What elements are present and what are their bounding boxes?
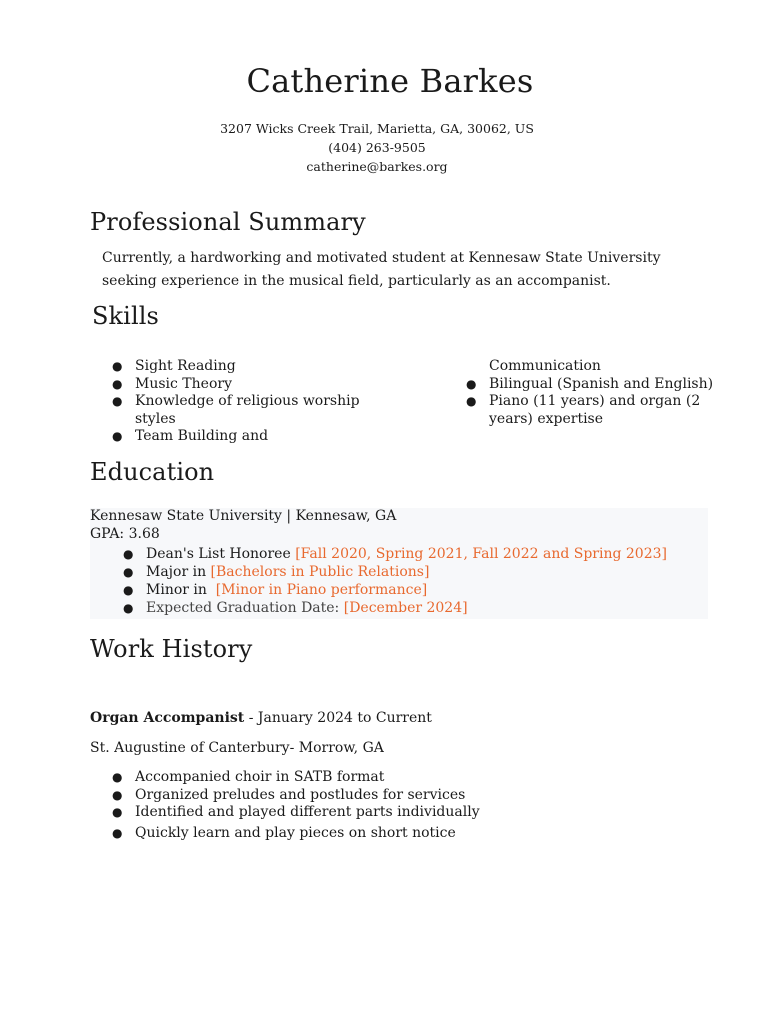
bullet-icon: ●: [123, 547, 134, 561]
list-item: [90, 825, 690, 843]
bullet-icon: ●: [112, 376, 123, 391]
job-dates: - January 2024 to Current: [244, 710, 432, 726]
duty-text: Quickly learn and play pieces on short notice: [135, 824, 456, 841]
bullet-icon: ●: [112, 359, 123, 373]
phone: (404) 263-9505: [328, 140, 426, 155]
education-heading: Education: [90, 458, 215, 486]
skills-heading: Skills: [92, 302, 159, 330]
edu-label: Minor in: [146, 582, 216, 598]
list-item: [90, 563, 708, 581]
duty-text: Identified and played different parts individually: [135, 804, 480, 820]
job-header: [90, 708, 432, 728]
skill-text: Team Building and: [135, 428, 269, 444]
email: catherine@barkes.org: [306, 159, 448, 174]
bullet-icon: ●: [123, 583, 134, 597]
bullet-icon: ●: [466, 376, 477, 391]
job-employer: St. Augustine of Canterbury- Morrow, GA: [90, 740, 384, 756]
summary-text: Currently, a hardworking and motivated student at Kennesaw State University seeking experience in the musical field, particularly as an accompanist.: [102, 250, 661, 289]
skill-text: Piano (11 years) and organ (2 years) expertise: [489, 393, 701, 427]
edu-label: Dean's List Honoree: [146, 546, 296, 562]
list-item: [90, 804, 690, 822]
education-list: [90, 545, 708, 617]
bullet-icon: ●: [112, 825, 123, 840]
list-item: [90, 393, 380, 428]
skill-text: Music Theory: [135, 375, 232, 392]
bullet-icon: ●: [112, 805, 123, 819]
job-title: Organ Accompanist: [90, 710, 245, 726]
skills-list-left: [90, 358, 380, 446]
gpa: GPA: 3.68: [90, 525, 160, 542]
bullet-icon: ●: [112, 394, 123, 408]
edu-value: [December 2024]: [343, 600, 468, 616]
bullet-icon: ●: [112, 429, 123, 443]
education-block: [90, 508, 708, 619]
list-item: [90, 428, 380, 446]
edu-label: Major in: [146, 564, 211, 580]
skill-text: Bilingual (Spanish and English): [489, 375, 714, 392]
list-item: [444, 376, 734, 394]
bullet-icon: ●: [112, 787, 123, 802]
list-item: [90, 545, 708, 563]
list-item: [90, 599, 708, 617]
edu-value: [Minor in Piano performance]: [215, 582, 428, 598]
contact-info: [0, 119, 754, 176]
skill-text: Knowledge of religious worship styles: [135, 393, 360, 427]
skills-list-right: [444, 358, 734, 428]
duty-text: Accompanied choir in SATB format: [135, 769, 385, 785]
address: 3207 Wicks Creek Trail, Marietta, GA, 30062, US: [220, 121, 534, 136]
candidate-name: Catherine Barkes: [246, 62, 534, 100]
edu-value: [Bachelors in Public Relations]: [210, 564, 430, 580]
bullet-icon: ●: [112, 770, 123, 784]
skill-text: Sight Reading: [135, 358, 236, 374]
school-name: Kennesaw State University | Kennesaw, GA: [90, 508, 397, 524]
work-heading: Work History: [90, 635, 253, 663]
bullet-icon: ●: [123, 601, 134, 615]
bullet-icon: ●: [466, 394, 477, 408]
skill-continuation: Communication: [489, 358, 601, 374]
duty-text: Organized preludes and postludes for services: [135, 786, 466, 803]
edu-label: Expected Graduation Date:: [146, 600, 344, 616]
list-item: [90, 769, 690, 787]
list-item: [444, 393, 734, 428]
list-item: [90, 376, 380, 394]
list-item: [90, 358, 380, 376]
bullet-icon: ●: [123, 565, 134, 579]
list-item: [90, 787, 690, 805]
list-item: [90, 581, 708, 599]
edu-value: [Fall 2020, Spring 2021, Fall 2022 and Spring 2023]: [295, 546, 667, 562]
work-duties-list: [90, 769, 690, 842]
summary-heading: Professional Summary: [90, 208, 366, 236]
